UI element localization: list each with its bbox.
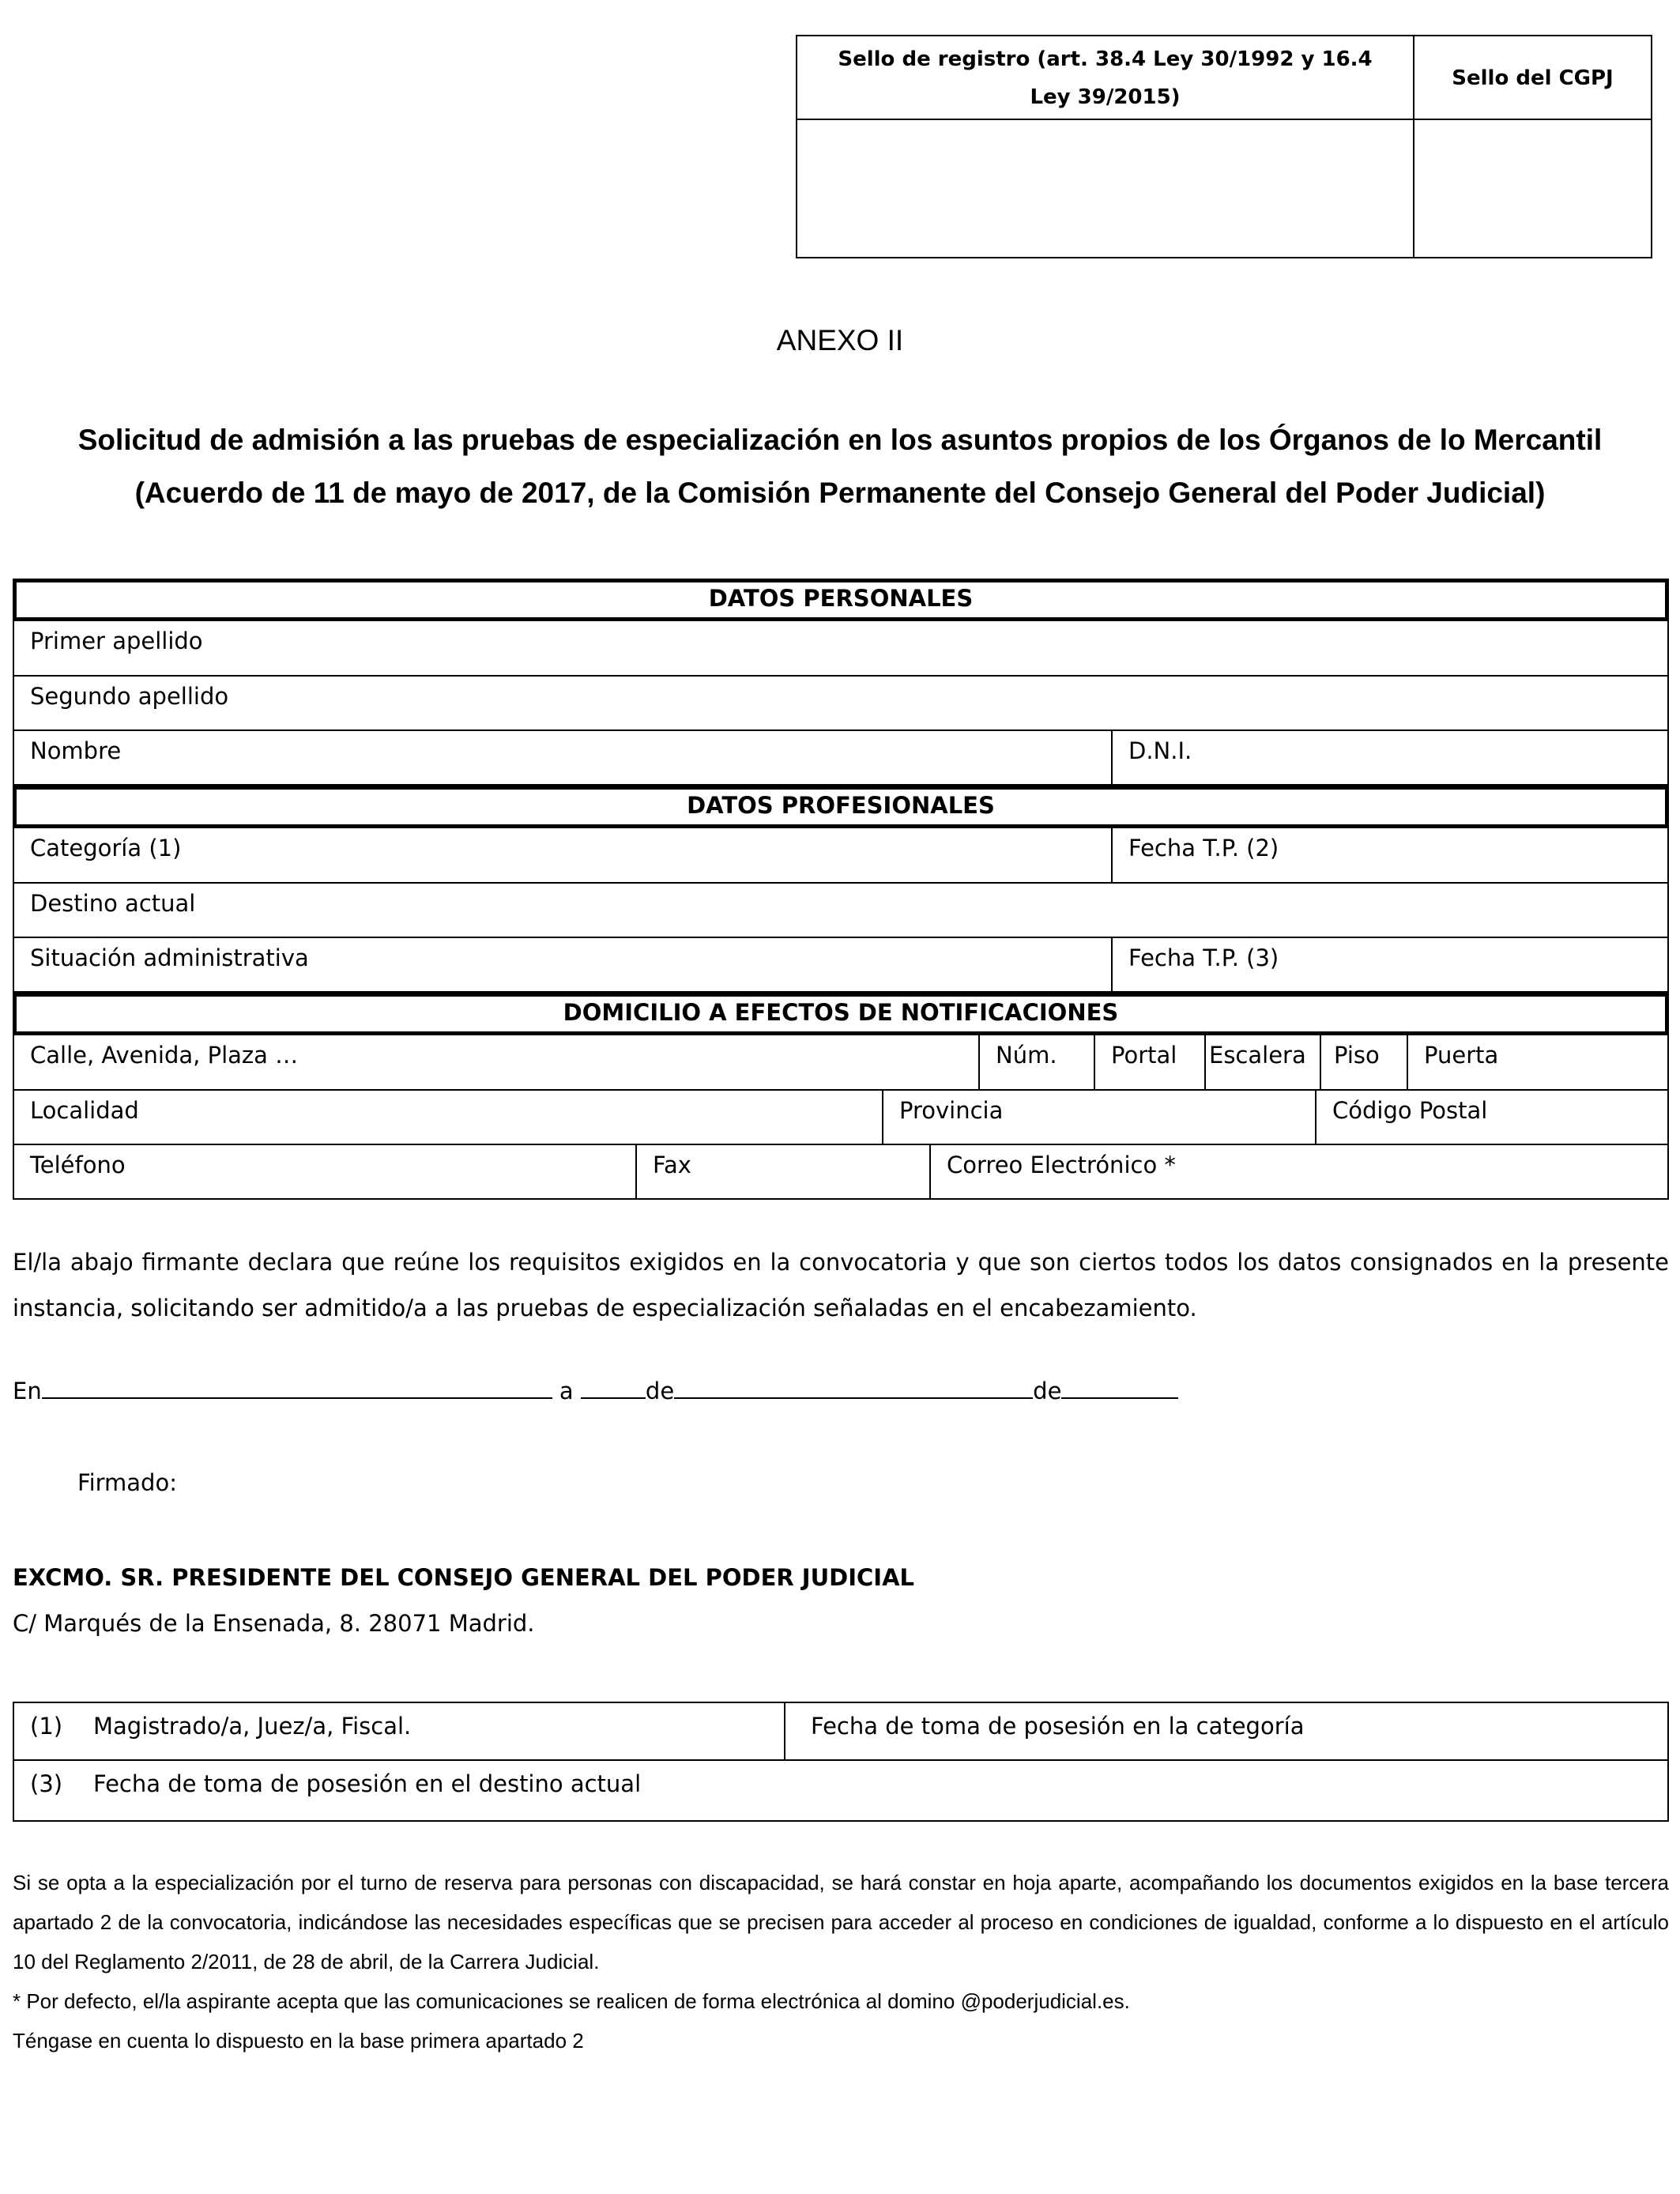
floor-field[interactable] (1321, 1035, 1408, 1089)
declaration-text: El/la abajo firmante declara que reúne los requisitos exigidos en la convocatoria y que son ciertos todos los datos consignados en la presente instancia, solicitando ser admitido/a a las pruebas de especialización señaladas en el encabezamiento. (13, 1249, 1669, 1321)
floor-label: Piso (1334, 1042, 1380, 1069)
province-field[interactable] (883, 1091, 1317, 1144)
year-prefix: de (1033, 1378, 1062, 1404)
note-1 (14, 1703, 785, 1759)
portal-label: Portal (1111, 1042, 1177, 1069)
street-field[interactable] (14, 1035, 980, 1089)
note-3-text: Fecha de toma de posesión en el destino actual (93, 1770, 642, 1797)
cgpj-stamp-header (1414, 36, 1651, 120)
electronic-note: * Por defecto, el/la aspirante acepta que las comunicaciones se realicen de forma electrónica al domino @poderjudicial.es. (13, 1989, 1130, 2013)
recipient-title: EXCMO. SR. PRESIDENTE DEL CONSEJO GENERAL DEL PODER JUDICIAL (13, 1564, 914, 1591)
footnotes (13, 1863, 1669, 2060)
current-post-label: Destino actual (30, 890, 196, 917)
email-field[interactable] (931, 1145, 1667, 1198)
note-1-number: (1) (30, 1713, 63, 1740)
category-field[interactable] (14, 828, 1113, 882)
day-prefix: a (559, 1378, 574, 1404)
admin-status-date-label: Fecha T.P. (3) (1128, 944, 1279, 971)
year-blank[interactable] (1061, 1377, 1178, 1399)
form-row-current-post (13, 884, 1669, 938)
form-row-street (13, 1035, 1669, 1091)
staircase-label: Escalera (1209, 1042, 1306, 1069)
registry-stamp-area (797, 120, 1414, 257)
postal-code-label: Código Postal (1332, 1097, 1488, 1124)
day-blank[interactable] (581, 1377, 646, 1399)
door-label: Puerta (1424, 1042, 1499, 1069)
disability-note: Si se opta a la especialización por el turno de reserva para personas con discapacidad, se hará constar en hoja aparte, acompañando los documentos exigidos en la base tercera apartado 2 de la convocatoria, indicándose las necesidades específicas que se precisen para acceder al proceso en condiciones de igualdad, conforme a lo dispuesto en el artículo 10 del Reglamento 2/2011, de 28 de abril, de la Carrera Judicial. (13, 1871, 1669, 1973)
portal-field[interactable] (1095, 1035, 1206, 1089)
dni-field[interactable] (1113, 731, 1667, 784)
address-heading: DOMICILIO A EFECTOS DE NOTIFICACIONES (13, 993, 1669, 1035)
email-label: Correo Electrónico * (947, 1152, 1176, 1178)
locality-field[interactable] (14, 1091, 883, 1144)
fax-label: Fax (653, 1152, 691, 1178)
form-row-admin-status (13, 938, 1669, 993)
notes-row-1 (14, 1703, 1667, 1761)
category-date-label: Fecha T.P. (2) (1128, 835, 1279, 861)
postal-code-field[interactable] (1317, 1091, 1667, 1144)
cgpj-stamp-area (1414, 120, 1651, 257)
number-field[interactable] (980, 1035, 1095, 1089)
second-surname-label: Segundo apellido (30, 683, 229, 710)
note-1-text: Magistrado/a, Juez/a, Fiscal. (93, 1713, 412, 1740)
province-label: Provincia (899, 1097, 1004, 1124)
first-surname-field[interactable] (14, 621, 1667, 675)
admin-status-label: Situación administrativa (30, 944, 309, 971)
registry-stamp-header (797, 36, 1414, 120)
professional-data-heading: DATOS PROFESIONALES (13, 786, 1669, 828)
registry-stamp-label: Sello de registro (art. 38.4 Ley 30/1992 y 16.4 Ley 39/2015) (838, 47, 1373, 109)
name-label: Nombre (30, 737, 122, 764)
note-2-text: Fecha de toma de posesión en la categoría (811, 1713, 1305, 1740)
notes-row-2 (14, 1761, 1667, 1820)
locality-label: Localidad (30, 1097, 139, 1124)
form-title-line1: Solicitud de admisión a las pruebas de especialización en los asuntos propios de los Órganos de lo Mercantil (77, 424, 1603, 456)
notes-table (13, 1702, 1669, 1822)
note-3-number: (3) (30, 1770, 63, 1797)
number-label: Núm. (996, 1042, 1057, 1069)
form-row-first-surname (13, 621, 1669, 677)
annex-title: ANEXO II (776, 324, 904, 356)
recipient-address: C/ Marqués de la Ensenada, 8. 28071 Madrid. (13, 1610, 535, 1637)
fax-field[interactable] (637, 1145, 931, 1198)
current-post-field[interactable] (14, 884, 1667, 937)
admin-status-date-field[interactable] (1113, 938, 1667, 991)
place-blank[interactable] (42, 1377, 552, 1399)
name-field[interactable] (14, 731, 1113, 784)
admin-status-field[interactable] (14, 938, 1113, 991)
note-2 (785, 1703, 1667, 1759)
first-surname-label: Primer apellido (30, 628, 203, 654)
place-prefix: En (13, 1378, 42, 1404)
base-note: Téngase en cuenta lo dispuesto en la base primera apartado 2 (13, 2029, 584, 2053)
form-row-contact (13, 1145, 1669, 1200)
stamp-box (796, 35, 1652, 258)
dni-label: D.N.I. (1128, 737, 1192, 764)
personal-data-heading: DATOS PERSONALES (13, 579, 1669, 621)
signed-label: Firmado: (77, 1469, 177, 1496)
door-field[interactable] (1408, 1035, 1667, 1089)
application-form (13, 579, 1669, 1199)
place-date-line (13, 1375, 1214, 1407)
form-row-name-dni (13, 731, 1669, 786)
cgpj-stamp-label: Sello del CGPJ (1452, 66, 1614, 90)
street-label: Calle, Avenida, Plaza … (30, 1042, 299, 1069)
staircase-field[interactable] (1206, 1035, 1321, 1089)
phone-field[interactable] (14, 1145, 637, 1198)
form-row-second-surname (13, 677, 1669, 731)
form-row-category (13, 828, 1669, 884)
form-row-locality (13, 1091, 1669, 1145)
category-date-field[interactable] (1113, 828, 1667, 882)
note-3 (14, 1761, 1667, 1820)
month-prefix: de (645, 1378, 675, 1404)
month-blank[interactable] (674, 1377, 1033, 1399)
category-label: Categoría (1) (30, 835, 182, 861)
phone-label: Teléfono (30, 1152, 126, 1178)
form-title-line2: (Acuerdo de 11 de mayo de 2017, de la Comisión Permanente del Consejo General del Poder Judicial) (134, 477, 1546, 509)
second-surname-field[interactable] (14, 677, 1667, 729)
